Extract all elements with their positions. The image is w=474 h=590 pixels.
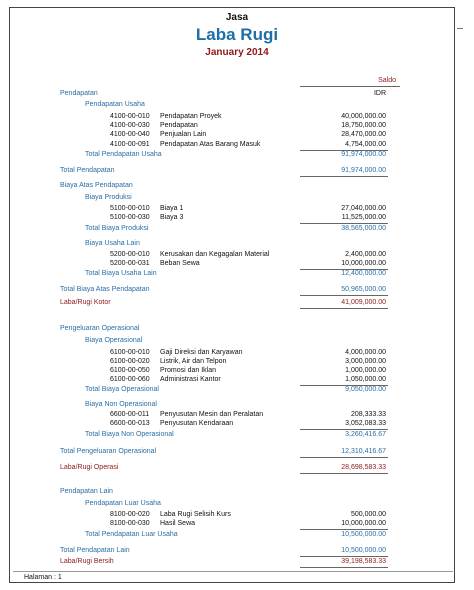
account-name: Pendapatan Atas Barang Masuk — [160, 141, 261, 148]
account-code: 4100-00-030 — [110, 122, 150, 129]
account-code: 6600-00-013 — [110, 420, 150, 427]
section-total-label: Total Pendapatan — [60, 167, 115, 174]
account-code: 6100-00-020 — [110, 358, 150, 365]
account-code: 6100-00-010 — [110, 349, 150, 356]
total-value: 10,500,000.00 — [341, 547, 386, 554]
section-heading: Biaya Operasional — [85, 337, 143, 344]
section-total-label: Total Biaya Operasional — [85, 386, 159, 393]
account-name: Gaji Direksi dan Karyawan — [160, 349, 243, 356]
account-name: Penjualan Lain — [160, 131, 207, 138]
section-total-label: Laba/Rugi Kotor — [60, 299, 111, 306]
account-name: Hasil Sewa — [160, 520, 196, 527]
account-balance: 500,000.00 — [350, 511, 386, 518]
account-name: Penyusutan Kendaraan — [160, 420, 234, 427]
total-value: 12,400,000.00 — [341, 270, 386, 277]
account-balance: 3,052,083.33 — [345, 420, 386, 427]
account-balance: 3,000,000.00 — [345, 358, 386, 365]
account-code: 8100-00-020 — [110, 511, 150, 518]
account-name: Biaya 3 — [160, 214, 184, 221]
account-name: Laba Rugi Selisih Kurs — [160, 511, 231, 518]
account-balance: 4,000,000.00 — [345, 349, 386, 356]
subtotal-rule — [300, 567, 388, 568]
report-title: Laba Rugi — [195, 25, 279, 44]
account-code: 5100-00-030 — [110, 214, 150, 221]
report-period: January 2014 — [205, 47, 269, 58]
company-name: Jasa — [225, 12, 249, 23]
account-balance: 18,750,000.00 — [341, 122, 386, 129]
section-heading: Pendapatan Usaha — [85, 101, 145, 108]
account-code: 5200-00-010 — [110, 251, 150, 258]
account-name: Administrasi Kantor — [160, 376, 221, 383]
section-heading: Pendapatan Luar Usaha — [85, 500, 161, 507]
section-total-label: Laba/Rugi Operasi — [60, 464, 119, 471]
account-code: 4100-00-040 — [110, 131, 150, 138]
account-code: 5100-00-010 — [110, 205, 150, 212]
section-total-label: Total Biaya Produksi — [85, 225, 149, 232]
total-value: 50,965,000.00 — [341, 286, 386, 293]
total-value: 28,698,583.33 — [341, 464, 386, 471]
section-total-label: Total Pendapatan Lain — [60, 547, 130, 554]
account-name: Pendapatan — [160, 122, 198, 129]
account-balance: 40,000,000.00 — [341, 113, 386, 120]
account-code: 4100-00-091 — [110, 141, 150, 148]
account-balance: 1,000,000.00 — [345, 367, 386, 374]
total-value: 9,050,000.00 — [345, 386, 386, 393]
account-balance: 27,040,000.00 — [341, 205, 386, 212]
account-balance: 10,000,000.00 — [341, 520, 386, 527]
total-value: 12,310,416.67 — [341, 448, 386, 455]
section-heading: Biaya Usaha Lain — [85, 240, 140, 247]
section-heading: Biaya Atas Pendapatan — [60, 182, 133, 189]
page-number: Halaman : 1 — [24, 574, 62, 581]
account-code: 6100-00-050 — [110, 367, 150, 374]
account-name: Promosi dan Iklan — [160, 367, 217, 374]
account-balance: 28,470,000.00 — [341, 131, 386, 138]
section-total-label: Total Pengeluaran Operasional — [60, 448, 157, 455]
section-total-label: Total Pendapatan Luar Usaha — [85, 531, 178, 538]
account-balance: 11,525,000.00 — [341, 214, 386, 221]
section-total-label: Total Biaya Non Operasional — [85, 431, 174, 438]
total-value: 38,565,000.00 — [341, 225, 386, 232]
account-code: 4100-00-010 — [110, 113, 150, 120]
account-name: Listrik, Air dan Telpon — [160, 358, 227, 365]
total-value: 3,260,416.67 — [345, 431, 386, 438]
account-name: Beban Sewa — [160, 260, 200, 267]
total-value: 39,198,583.33 — [341, 558, 386, 565]
total-value: 10,500,000.00 — [341, 531, 386, 538]
account-balance: 4,754,000.00 — [345, 141, 386, 148]
section-heading: Pengeluaran Operasional — [60, 325, 140, 332]
section-heading: Biaya Non Operasional — [85, 401, 157, 408]
section-heading: Biaya Produksi — [85, 194, 132, 201]
subtotal-rule — [300, 176, 388, 177]
account-balance: 208,333.33 — [350, 411, 386, 418]
section-total-label: Total Biaya Usaha Lain — [85, 270, 157, 277]
account-code: 5200-00-031 — [110, 260, 150, 267]
footer-divider — [13, 571, 453, 572]
account-code: 6600-00-011 — [110, 411, 150, 418]
header-divider — [300, 86, 400, 87]
account-balance: 1,050,000.00 — [345, 376, 386, 383]
account-name: Pendapatan Proyek — [160, 113, 222, 120]
total-value: 41,009,000.00 — [341, 299, 386, 306]
subtotal-rule — [300, 473, 388, 474]
account-balance: 2,400,000.00 — [345, 251, 386, 258]
account-name: Penyusutan Mesin dan Peralatan — [160, 411, 264, 418]
section-heading: Pendapatan — [60, 90, 98, 97]
account-balance: 10,000,000.00 — [341, 260, 386, 267]
section-total-label: Total Pendapatan Usaha — [85, 151, 162, 158]
account-code: 8100-00-030 — [110, 520, 150, 527]
account-code: 6100-00-060 — [110, 376, 150, 383]
currency-label: IDR — [373, 90, 386, 97]
section-heading: Pendapatan Lain — [60, 488, 113, 495]
section-total-label: Laba/Rugi Bersih — [60, 558, 114, 565]
total-value: 91,974,000.00 — [341, 167, 386, 174]
saldo-column-header: Saldo — [378, 77, 396, 84]
subtotal-rule — [300, 457, 388, 458]
subtotal-rule — [300, 308, 388, 309]
section-total-label: Total Biaya Atas Pendapatan — [60, 286, 150, 293]
account-name: Biaya 1 — [160, 205, 184, 212]
account-name: Kerusakan dan Kegagalan Material — [160, 251, 270, 258]
subtotal-rule — [300, 295, 388, 296]
total-value: 91,974,000.00 — [341, 151, 386, 158]
